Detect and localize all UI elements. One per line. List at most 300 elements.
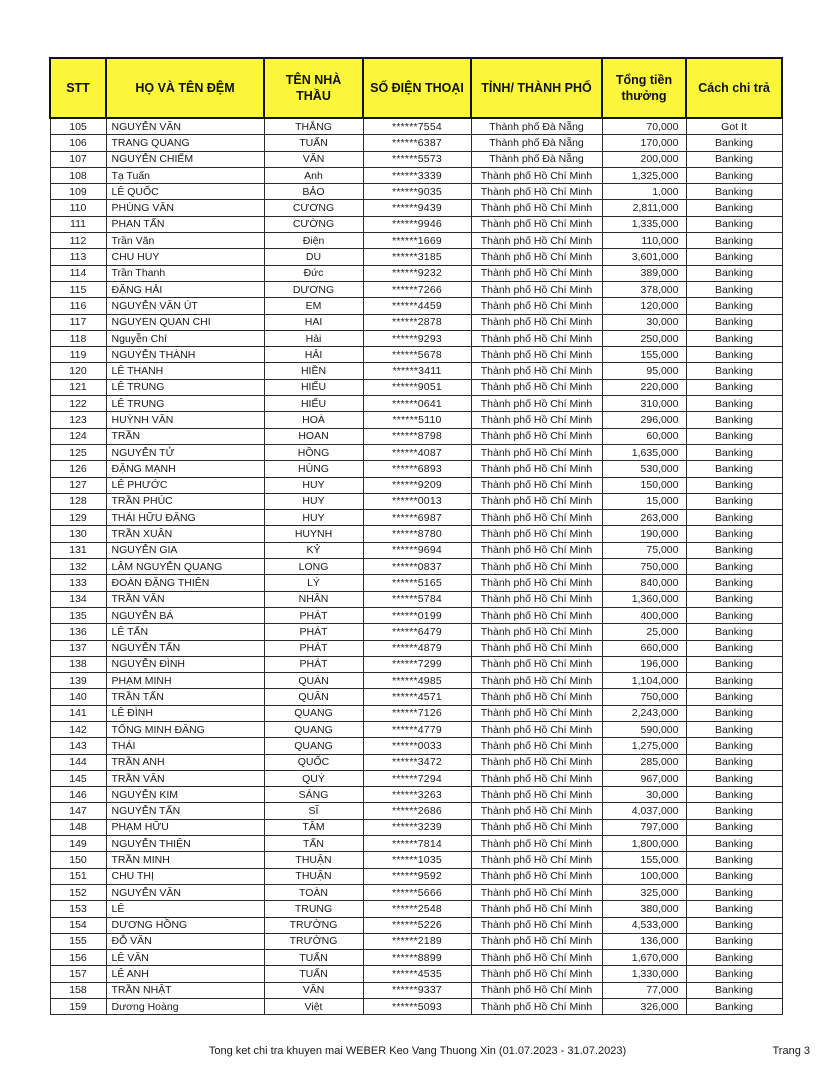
cell-cach-chi-tra: Banking (686, 542, 782, 558)
cell-ten-nha-thau: PHÁT (264, 640, 363, 656)
table-row (50, 999, 782, 1015)
table-row (50, 819, 782, 835)
cell-ten-nha-thau: QUỐC (264, 754, 363, 770)
column-header-ho-va-ten-dem: HỌ VÀ TÊN ĐỆM (106, 58, 264, 118)
cell-cach-chi-tra: Banking (686, 982, 782, 998)
cell-tong-tien-thuong: 155,000 (602, 347, 686, 363)
cell-tinh-thanh-pho: Thành phố Hồ Chí Minh (471, 966, 602, 982)
cell-tong-tien-thuong: 1,670,000 (602, 950, 686, 966)
table-row (50, 265, 782, 281)
cell-so-dien-thoai: ******9035 (363, 184, 471, 200)
cell-ho-va-ten-dem: NGUYEN QUAN CHI (106, 314, 264, 330)
cell-cach-chi-tra: Banking (686, 559, 782, 575)
cell-ten-nha-thau: CƯƠNG (264, 200, 363, 216)
cell-so-dien-thoai: ******9946 (363, 216, 471, 232)
cell-ho-va-ten-dem: CHU HUY (106, 249, 264, 265)
cell-ho-va-ten-dem: LÊ PHƯỚC (106, 477, 264, 493)
table-row (50, 705, 782, 721)
cell-so-dien-thoai: ******8899 (363, 950, 471, 966)
cell-ho-va-ten-dem: PHẠM HỮU (106, 819, 264, 835)
cell-ten-nha-thau: TUẤN (264, 966, 363, 982)
cell-ho-va-ten-dem: LÊ VĂN (106, 950, 264, 966)
cell-cach-chi-tra: Banking (686, 901, 782, 917)
cell-tong-tien-thuong: 4,037,000 (602, 803, 686, 819)
cell-stt: 118 (50, 330, 106, 346)
cell-tinh-thanh-pho: Thành phố Hồ Chí Minh (471, 477, 602, 493)
cell-stt: 125 (50, 444, 106, 460)
cell-cach-chi-tra: Banking (686, 347, 782, 363)
cell-so-dien-thoai: ******4087 (363, 444, 471, 460)
cell-tinh-thanh-pho: Thành phố Hồ Chí Minh (471, 363, 602, 379)
cell-tinh-thanh-pho: Thành phố Hồ Chí Minh (471, 526, 602, 542)
cell-tong-tien-thuong: 170,000 (602, 135, 686, 151)
table-row (50, 135, 782, 151)
cell-tinh-thanh-pho: Thành phố Hồ Chí Minh (471, 575, 602, 591)
cell-tinh-thanh-pho: Thành phố Hồ Chí Minh (471, 950, 602, 966)
cell-stt: 142 (50, 721, 106, 737)
cell-stt: 134 (50, 591, 106, 607)
cell-cach-chi-tra: Banking (686, 281, 782, 297)
cell-stt: 138 (50, 656, 106, 672)
cell-stt: 136 (50, 624, 106, 640)
table-row (50, 591, 782, 607)
cell-so-dien-thoai: ******3339 (363, 167, 471, 183)
cell-ten-nha-thau: DU (264, 249, 363, 265)
table-row (50, 673, 782, 689)
cell-stt: 147 (50, 803, 106, 819)
cell-ten-nha-thau: HÙNG (264, 461, 363, 477)
cell-ho-va-ten-dem: LÊ TRUNG (106, 396, 264, 412)
cell-ho-va-ten-dem: ĐẶNG MẠNH (106, 461, 264, 477)
cell-cach-chi-tra: Banking (686, 705, 782, 721)
cell-so-dien-thoai: ******9209 (363, 477, 471, 493)
cell-tinh-thanh-pho: Thành phố Hồ Chí Minh (471, 330, 602, 346)
table-row (50, 428, 782, 444)
cell-cach-chi-tra: Banking (686, 721, 782, 737)
cell-stt: 126 (50, 461, 106, 477)
cell-stt: 105 (50, 118, 106, 135)
cell-ho-va-ten-dem: ĐỖ VĂN (106, 933, 264, 949)
cell-stt: 159 (50, 999, 106, 1015)
cell-tong-tien-thuong: 3,601,000 (602, 249, 686, 265)
cell-cach-chi-tra: Banking (686, 233, 782, 249)
cell-cach-chi-tra: Banking (686, 135, 782, 151)
page-footer (0, 1045, 835, 1065)
column-header-stt: STT (50, 58, 106, 118)
cell-tinh-thanh-pho: Thành phố Hồ Chí Minh (471, 412, 602, 428)
cell-so-dien-thoai: ******3263 (363, 787, 471, 803)
table-row (50, 379, 782, 395)
cell-tong-tien-thuong: 1,360,000 (602, 591, 686, 607)
cell-ten-nha-thau: Hải (264, 330, 363, 346)
table-row (50, 982, 782, 998)
cell-tinh-thanh-pho: Thành phố Hồ Chí Minh (471, 999, 602, 1015)
cell-tinh-thanh-pho: Thành phố Hồ Chí Minh (471, 917, 602, 933)
cell-ho-va-ten-dem: LÊ TẤN (106, 624, 264, 640)
cell-tong-tien-thuong: 196,000 (602, 656, 686, 672)
cell-so-dien-thoai: ******7554 (363, 118, 471, 135)
cell-stt: 131 (50, 542, 106, 558)
cell-stt: 152 (50, 884, 106, 900)
cell-cach-chi-tra: Banking (686, 803, 782, 819)
cell-tong-tien-thuong: 30,000 (602, 314, 686, 330)
cell-ho-va-ten-dem: HUỲNH VĂN (106, 412, 264, 428)
cell-tong-tien-thuong: 30,000 (602, 787, 686, 803)
cell-ten-nha-thau: NHÂN (264, 591, 363, 607)
cell-ten-nha-thau: TRUNG (264, 901, 363, 917)
cell-tong-tien-thuong: 70,000 (602, 118, 686, 135)
table-row (50, 917, 782, 933)
cell-so-dien-thoai: ******4985 (363, 673, 471, 689)
cell-ho-va-ten-dem: LÊ (106, 901, 264, 917)
cell-stt: 117 (50, 314, 106, 330)
cell-ho-va-ten-dem: TRẦN TẤN (106, 689, 264, 705)
cell-cach-chi-tra: Banking (686, 493, 782, 509)
table-row (50, 803, 782, 819)
cell-stt: 143 (50, 738, 106, 754)
table-row (50, 184, 782, 200)
cell-so-dien-thoai: ******3472 (363, 754, 471, 770)
cell-tong-tien-thuong: 285,000 (602, 754, 686, 770)
cell-so-dien-thoai: ******5784 (363, 591, 471, 607)
cell-tong-tien-thuong: 590,000 (602, 721, 686, 737)
cell-cach-chi-tra: Banking (686, 575, 782, 591)
cell-cach-chi-tra: Banking (686, 624, 782, 640)
cell-tong-tien-thuong: 660,000 (602, 640, 686, 656)
cell-ten-nha-thau: PHÁT (264, 607, 363, 623)
cell-stt: 141 (50, 705, 106, 721)
cell-tinh-thanh-pho: Thành phố Hồ Chí Minh (471, 901, 602, 917)
table-row (50, 444, 782, 460)
table-row (50, 852, 782, 868)
cell-tinh-thanh-pho: Thành phố Hồ Chí Minh (471, 265, 602, 281)
table-row (50, 363, 782, 379)
cell-ho-va-ten-dem: THÁI (106, 738, 264, 754)
cell-ten-nha-thau: HIỀN (264, 363, 363, 379)
cell-stt: 109 (50, 184, 106, 200)
cell-ho-va-ten-dem: TRẦN ANH (106, 754, 264, 770)
cell-cach-chi-tra: Banking (686, 526, 782, 542)
cell-ho-va-ten-dem: NGUYỄN GIA (106, 542, 264, 558)
cell-so-dien-thoai: ******6987 (363, 510, 471, 526)
cell-so-dien-thoai: ******4779 (363, 721, 471, 737)
cell-tinh-thanh-pho: Thành phố Hồ Chí Minh (471, 868, 602, 884)
cell-cach-chi-tra: Banking (686, 738, 782, 754)
cell-cach-chi-tra: Banking (686, 607, 782, 623)
cell-stt: 145 (50, 770, 106, 786)
cell-cach-chi-tra: Banking (686, 673, 782, 689)
column-header-cach-chi-tra: Cách chi trả (686, 58, 782, 118)
cell-so-dien-thoai: ******4571 (363, 689, 471, 705)
cell-tong-tien-thuong: 325,000 (602, 884, 686, 900)
cell-cach-chi-tra: Banking (686, 950, 782, 966)
cell-so-dien-thoai: ******2686 (363, 803, 471, 819)
cell-cach-chi-tra: Banking (686, 966, 782, 982)
cell-tinh-thanh-pho: Thành phố Hồ Chí Minh (471, 281, 602, 297)
cell-cach-chi-tra: Banking (686, 917, 782, 933)
cell-tong-tien-thuong: 389,000 (602, 265, 686, 281)
cell-so-dien-thoai: ******0837 (363, 559, 471, 575)
cell-cach-chi-tra: Banking (686, 819, 782, 835)
table-row (50, 281, 782, 297)
cell-ten-nha-thau: THUẬN (264, 868, 363, 884)
cell-so-dien-thoai: ******5093 (363, 999, 471, 1015)
payout-table (49, 57, 783, 1015)
cell-stt: 120 (50, 363, 106, 379)
cell-ho-va-ten-dem: NGUYỄN THIỆN (106, 836, 264, 852)
cell-so-dien-thoai: ******0033 (363, 738, 471, 754)
cell-tong-tien-thuong: 100,000 (602, 868, 686, 884)
cell-so-dien-thoai: ******5666 (363, 884, 471, 900)
cell-tinh-thanh-pho: Thành phố Hồ Chí Minh (471, 933, 602, 949)
cell-stt: 130 (50, 526, 106, 542)
cell-cach-chi-tra: Banking (686, 428, 782, 444)
cell-tinh-thanh-pho: Thành phố Hồ Chí Minh (471, 200, 602, 216)
cell-stt: 139 (50, 673, 106, 689)
cell-stt: 157 (50, 966, 106, 982)
cell-stt: 153 (50, 901, 106, 917)
cell-tinh-thanh-pho: Thành phố Hồ Chí Minh (471, 852, 602, 868)
cell-tong-tien-thuong: 120,000 (602, 298, 686, 314)
cell-cach-chi-tra: Banking (686, 184, 782, 200)
cell-ten-nha-thau: HIẾU (264, 396, 363, 412)
cell-stt: 151 (50, 868, 106, 884)
cell-tong-tien-thuong: 190,000 (602, 526, 686, 542)
cell-ten-nha-thau: HIẾU (264, 379, 363, 395)
table-row (50, 298, 782, 314)
cell-ho-va-ten-dem: PHẠM MINH (106, 673, 264, 689)
cell-so-dien-thoai: ******2548 (363, 901, 471, 917)
table-row (50, 966, 782, 982)
cell-stt: 146 (50, 787, 106, 803)
table-row (50, 118, 782, 135)
cell-so-dien-thoai: ******7266 (363, 281, 471, 297)
cell-tong-tien-thuong: 750,000 (602, 559, 686, 575)
table-row (50, 770, 782, 786)
cell-stt: 119 (50, 347, 106, 363)
cell-tinh-thanh-pho: Thành phố Hồ Chí Minh (471, 396, 602, 412)
cell-stt: 148 (50, 819, 106, 835)
cell-ho-va-ten-dem: TRẦN (106, 428, 264, 444)
cell-ho-va-ten-dem: LÊ TRUNG (106, 379, 264, 395)
cell-tinh-thanh-pho: Thành phố Hồ Chí Minh (471, 591, 602, 607)
cell-tong-tien-thuong: 136,000 (602, 933, 686, 949)
cell-cach-chi-tra: Banking (686, 151, 782, 167)
cell-cach-chi-tra: Banking (686, 330, 782, 346)
cell-ten-nha-thau: THUẬN (264, 852, 363, 868)
table-body (50, 118, 782, 1015)
cell-so-dien-thoai: ******9051 (363, 379, 471, 395)
cell-stt: 133 (50, 575, 106, 591)
cell-tong-tien-thuong: 400,000 (602, 607, 686, 623)
cell-tong-tien-thuong: 797,000 (602, 819, 686, 835)
cell-cach-chi-tra: Banking (686, 640, 782, 656)
table-row (50, 526, 782, 542)
cell-stt: 113 (50, 249, 106, 265)
table-row (50, 510, 782, 526)
cell-so-dien-thoai: ******0199 (363, 607, 471, 623)
cell-ten-nha-thau: HAI (264, 314, 363, 330)
cell-tong-tien-thuong: 155,000 (602, 852, 686, 868)
table-row (50, 461, 782, 477)
cell-cach-chi-tra: Banking (686, 216, 782, 232)
cell-ho-va-ten-dem: ĐOÀN ĐẶNG THIÊN (106, 575, 264, 591)
cell-stt: 127 (50, 477, 106, 493)
cell-ho-va-ten-dem: TRẦN VĂN (106, 770, 264, 786)
table-row (50, 477, 782, 493)
cell-stt: 128 (50, 493, 106, 509)
header-row (50, 58, 782, 118)
cell-stt: 106 (50, 135, 106, 151)
cell-cach-chi-tra: Banking (686, 314, 782, 330)
table-row (50, 216, 782, 232)
cell-ho-va-ten-dem: TRẦN XUÂN (106, 526, 264, 542)
cell-so-dien-thoai: ******1035 (363, 852, 471, 868)
cell-cach-chi-tra: Banking (686, 444, 782, 460)
cell-so-dien-thoai: ******3411 (363, 363, 471, 379)
cell-so-dien-thoai: ******3239 (363, 819, 471, 835)
cell-stt: 132 (50, 559, 106, 575)
column-header-tong-tien-thuong: Tổng tiền thưởng (602, 58, 686, 118)
cell-tong-tien-thuong: 2,811,000 (602, 200, 686, 216)
table-row (50, 347, 782, 363)
cell-tinh-thanh-pho: Thành phố Hồ Chí Minh (471, 167, 602, 183)
cell-tinh-thanh-pho: Thành phố Hồ Chí Minh (471, 640, 602, 656)
table-row (50, 575, 782, 591)
cell-stt: 108 (50, 167, 106, 183)
table-row (50, 933, 782, 949)
cell-cach-chi-tra: Banking (686, 510, 782, 526)
cell-ten-nha-thau: QUÝ (264, 770, 363, 786)
cell-ten-nha-thau: HUY (264, 477, 363, 493)
cell-stt: 135 (50, 607, 106, 623)
cell-so-dien-thoai: ******8780 (363, 526, 471, 542)
cell-ho-va-ten-dem: PHÙNG VĂN (106, 200, 264, 216)
cell-ho-va-ten-dem: NGUYỄN CHIẾM (106, 151, 264, 167)
table-row (50, 656, 782, 672)
cell-tong-tien-thuong: 530,000 (602, 461, 686, 477)
cell-tong-tien-thuong: 326,000 (602, 999, 686, 1015)
cell-tong-tien-thuong: 1,800,000 (602, 836, 686, 852)
cell-cach-chi-tra: Banking (686, 689, 782, 705)
cell-stt: 107 (50, 151, 106, 167)
cell-ho-va-ten-dem: NGUYỄN THÀNH (106, 347, 264, 363)
cell-ten-nha-thau: QUANG (264, 738, 363, 754)
cell-so-dien-thoai: ******5226 (363, 917, 471, 933)
table-row (50, 689, 782, 705)
cell-ho-va-ten-dem: NGUYỄN VĂN (106, 118, 264, 135)
cell-so-dien-thoai: ******9337 (363, 982, 471, 998)
cell-so-dien-thoai: ******7294 (363, 770, 471, 786)
cell-tinh-thanh-pho: Thành phố Hồ Chí Minh (471, 379, 602, 395)
cell-tong-tien-thuong: 150,000 (602, 477, 686, 493)
cell-tong-tien-thuong: 310,000 (602, 396, 686, 412)
cell-stt: 111 (50, 216, 106, 232)
cell-tinh-thanh-pho: Thành phố Hồ Chí Minh (471, 836, 602, 852)
cell-tinh-thanh-pho: Thành phố Hồ Chí Minh (471, 803, 602, 819)
cell-ho-va-ten-dem: DƯƠNG HỒNG (106, 917, 264, 933)
cell-tong-tien-thuong: 4,533,000 (602, 917, 686, 933)
cell-so-dien-thoai: ******6387 (363, 135, 471, 151)
cell-stt: 144 (50, 754, 106, 770)
cell-ho-va-ten-dem: LÊ ANH (106, 966, 264, 982)
table-row (50, 721, 782, 737)
cell-so-dien-thoai: ******9232 (363, 265, 471, 281)
cell-tinh-thanh-pho: Thành phố Hồ Chí Minh (471, 787, 602, 803)
table-row (50, 314, 782, 330)
cell-stt: 150 (50, 852, 106, 868)
cell-tong-tien-thuong: 200,000 (602, 151, 686, 167)
cell-ho-va-ten-dem: NGUYỄN ĐÌNH (106, 656, 264, 672)
cell-cach-chi-tra: Banking (686, 852, 782, 868)
cell-so-dien-thoai: ******5573 (363, 151, 471, 167)
cell-tinh-thanh-pho: Thành phố Hồ Chí Minh (471, 721, 602, 737)
cell-ten-nha-thau: Đức (264, 265, 363, 281)
column-header-ten-nha-thau: TÊN NHÀ THẦU (264, 58, 363, 118)
cell-tong-tien-thuong: 380,000 (602, 901, 686, 917)
cell-ten-nha-thau: CƯỜNG (264, 216, 363, 232)
cell-tong-tien-thuong: 1,325,000 (602, 167, 686, 183)
cell-ten-nha-thau: QUÁN (264, 673, 363, 689)
cell-stt: 110 (50, 200, 106, 216)
cell-cach-chi-tra: Banking (686, 836, 782, 852)
cell-ten-nha-thau: PHÁT (264, 624, 363, 640)
cell-ho-va-ten-dem: TRẦN VĂN (106, 591, 264, 607)
cell-ho-va-ten-dem: NGUYỄN VĂN ÚT (106, 298, 264, 314)
cell-tinh-thanh-pho: Thành phố Đà Nẵng (471, 135, 602, 151)
table-row (50, 559, 782, 575)
cell-ho-va-ten-dem: THÁI HỮU ĐĂNG (106, 510, 264, 526)
cell-so-dien-thoai: ******1669 (363, 233, 471, 249)
cell-ten-nha-thau: LÝ (264, 575, 363, 591)
cell-ho-va-ten-dem: Trần Văn (106, 233, 264, 249)
cell-so-dien-thoai: ******5165 (363, 575, 471, 591)
cell-cach-chi-tra: Banking (686, 591, 782, 607)
cell-cach-chi-tra: Banking (686, 200, 782, 216)
cell-ho-va-ten-dem: CHU THỊ (106, 868, 264, 884)
cell-ho-va-ten-dem: TRANG QUANG (106, 135, 264, 151)
cell-tong-tien-thuong: 967,000 (602, 770, 686, 786)
cell-cach-chi-tra: Got It (686, 118, 782, 135)
cell-ten-nha-thau: HUY (264, 493, 363, 509)
cell-cach-chi-tra: Banking (686, 787, 782, 803)
cell-stt: 124 (50, 428, 106, 444)
cell-cach-chi-tra: Banking (686, 884, 782, 900)
cell-stt: 137 (50, 640, 106, 656)
cell-ho-va-ten-dem: LÂM NGUYỄN QUANG (106, 559, 264, 575)
cell-ten-nha-thau: TRƯỜNG (264, 933, 363, 949)
table-row (50, 233, 782, 249)
cell-tinh-thanh-pho: Thành phố Hồ Chí Minh (471, 510, 602, 526)
table-row (50, 607, 782, 623)
cell-ho-va-ten-dem: NGUYỄN TẤN (106, 803, 264, 819)
cell-cach-chi-tra: Banking (686, 379, 782, 395)
page-number: Trang 3 (772, 1045, 810, 1057)
cell-so-dien-thoai: ******9592 (363, 868, 471, 884)
cell-tong-tien-thuong: 250,000 (602, 330, 686, 346)
cell-so-dien-thoai: ******4879 (363, 640, 471, 656)
cell-tong-tien-thuong: 2,243,000 (602, 705, 686, 721)
cell-ten-nha-thau: Anh (264, 167, 363, 183)
cell-tinh-thanh-pho: Thành phố Đà Nẵng (471, 118, 602, 135)
cell-ten-nha-thau: LONG (264, 559, 363, 575)
cell-tinh-thanh-pho: Thành phố Hồ Chí Minh (471, 428, 602, 444)
cell-ten-nha-thau: SÁNG (264, 787, 363, 803)
cell-cach-chi-tra: Banking (686, 933, 782, 949)
cell-cach-chi-tra: Banking (686, 298, 782, 314)
cell-tinh-thanh-pho: Thành phố Hồ Chí Minh (471, 461, 602, 477)
cell-tinh-thanh-pho: Thành phố Hồ Chí Minh (471, 738, 602, 754)
